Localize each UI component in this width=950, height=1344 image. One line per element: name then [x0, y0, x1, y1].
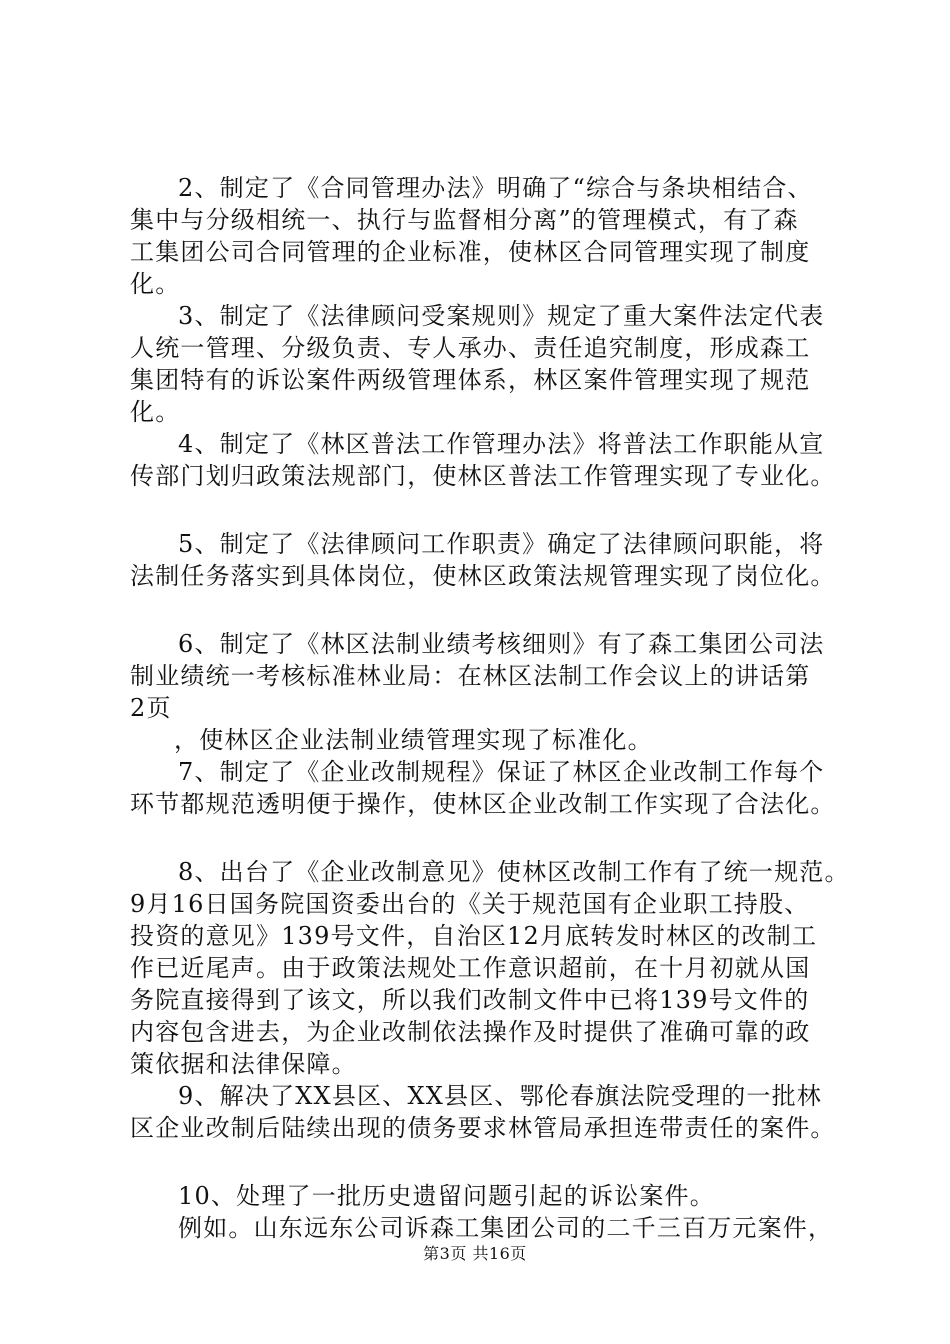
paragraph-line: 策依据和法律保障。 [130, 1050, 357, 1078]
paragraph-line: 10、处理了一批历史遗留问题引起的诉讼案件。 [178, 1182, 715, 1210]
paragraph-line: 制业绩统一考核标准林业局：在林区法制工作会议上的讲话第 [130, 662, 811, 690]
paragraph-line: 务院直接得到了该文，所以我们改制文件中已将139号文件的 [130, 986, 810, 1014]
paragraph-line: 9月16日国务院国资委出台的《关于规范国有企业职工持股、 [130, 890, 810, 918]
paragraph-line: 3、制定了《法律顾问受案规则》规定了重大案件法定代表 [178, 302, 825, 330]
paragraph-line: ，使林区企业法制业绩管理实现了标准化。 [174, 726, 653, 754]
paragraph-gap [130, 592, 842, 628]
paragraph-line: 2页 [130, 694, 172, 722]
paragraph-line: 5、制定了《法律顾问工作职责》确定了法律顾问职能，将 [178, 530, 825, 558]
paragraph-gap [130, 492, 842, 528]
paragraph-line: 法制任务落实到具体岗位，使林区政策法规管理实现了岗位化。 [130, 562, 836, 590]
page-number-footer: 第3页 共16页 [423, 1244, 527, 1263]
paragraph-line: 环节都规范透明便于操作，使林区企业改制工作实现了合法化。 [130, 790, 836, 818]
paragraph-line: 4、制定了《林区普法工作管理办法》将普法工作职能从宣 [178, 430, 825, 458]
paragraph-line: 集团特有的诉讼案件两级管理体系，林区案件管理实现了规范 [130, 366, 811, 394]
paragraph-gap [130, 1144, 842, 1180]
paragraph-line: 集中与分级相统一、执行与监督相分离”的管理模式，有了森 [130, 206, 799, 234]
paragraph-line: 传部门划归政策法规部门，使林区普法工作管理实现了专业化。 [130, 462, 836, 490]
paragraph-line: 作已近尾声。由于政策法规处工作意识超前，在十月初就从国 [130, 954, 811, 982]
paragraph-line: 6、制定了《林区法制业绩考核细则》有了森工集团公司法 [178, 630, 825, 658]
paragraph-line: 2、制定了《合同管理办法》明确了“综合与条块相结合、 [178, 174, 813, 202]
paragraph-line: 7、制定了《企业改制规程》保证了林区企业改制工作每个 [178, 758, 825, 786]
paragraph-gap [130, 820, 842, 856]
paragraph-line: 投资的意见》139号文件，自治区12月底转发时林区的改制工 [130, 922, 818, 950]
paragraph-line: 内容包含进去，为企业改制依法操作及时提供了准确可靠的政 [130, 1018, 811, 1046]
paragraph-line: 化。 [130, 270, 181, 298]
paragraph-line: 8、出台了《企业改制意见》使林区改制工作有了统一规范。 [178, 858, 850, 886]
paragraph-line: 9、解决了XX县区、XX县区、鄂伦春旗法院受理的一批林 [178, 1082, 823, 1110]
paragraph-line: 人统一管理、分级负责、专人承办、责任追究制度，形成森工 [130, 334, 811, 362]
document-body [130, 172, 850, 1244]
paragraph-line: 区企业改制后陆续出现的债务要求林管局承担连带责任的案件。 [130, 1114, 836, 1142]
paragraph-line: 化。 [130, 398, 181, 426]
paragraph-line: 工集团公司合同管理的企业标准，使林区合同管理实现了制度 [130, 238, 811, 266]
paragraph-line: 例如。山东远东公司诉森工集团公司的二千三百万元案件， [178, 1214, 834, 1242]
